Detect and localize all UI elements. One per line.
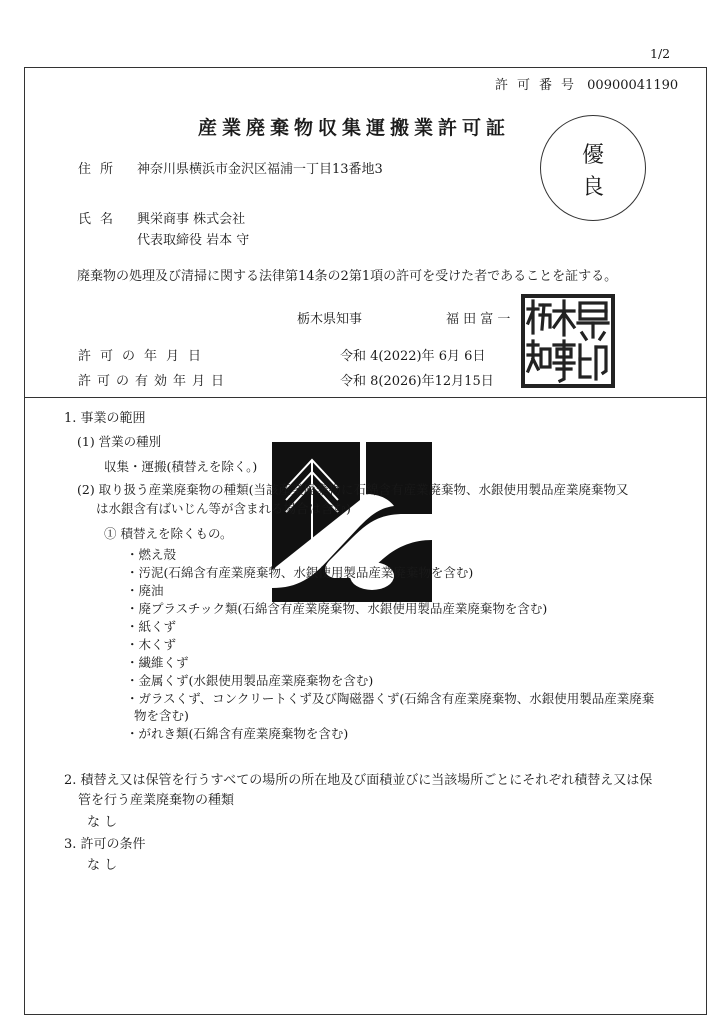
waste-types-heading-line1: (2) 取り扱う産業廃棄物の種類(当該産業廃棄物に石綿含有産業廃棄物、水銀使用製品産業廃棄物又 — [77, 482, 629, 497]
waste-item: ・廃プラスチック類(石綿含有産業廃棄物、水銀使用製品産業廃棄物を含む) — [126, 601, 548, 616]
item-group-heading: ① 積替えを除くもの。 — [104, 526, 233, 541]
excellent-grade-mark — [540, 115, 646, 221]
section2-value: な し — [87, 815, 118, 830]
section2-heading-line1: 2. 積替え又は保管を行うすべての場所の所在地及び面積並びに当該場所ごとにそれぞれ積替え又は保 — [64, 773, 653, 788]
validity-date: 令和 8(2026)年12月15日 — [340, 374, 494, 389]
section3-heading: 3. 許可の条件 — [64, 837, 146, 852]
section2-heading-line2: 管を行う産業廃棄物の種類 — [78, 793, 235, 808]
waste-item: ・がれき類(石綿含有産業廃棄物を含む) — [126, 726, 349, 741]
company-name: 興栄商事 株式会社 — [137, 212, 246, 227]
section1-heading: 1. 事業の範囲 — [64, 411, 146, 426]
permit-number-row — [495, 74, 678, 93]
waste-item: ・紙くず — [126, 619, 177, 634]
waste-types-heading-line2: は水銀含有ばいじん等が含まれる場合は含む) — [96, 501, 351, 516]
grade-mark-line2: 良 — [581, 175, 604, 200]
grade-mark-line1: 優 — [581, 143, 604, 168]
permit-number-label: 許可番号 — [495, 78, 584, 93]
permit-date-label: 許可の年月日 — [78, 349, 211, 364]
waste-item: ・金属くず(水銀使用製品産業廃棄物を含む) — [126, 673, 374, 688]
section-divider — [24, 397, 707, 398]
address-value: 神奈川県横浜市金沢区福浦一丁目13番地3 — [137, 162, 383, 177]
waste-item: ・繊維くず — [126, 655, 189, 670]
waste-item: ・燃え殻 — [126, 547, 177, 562]
page-number: 1/2 — [650, 46, 671, 61]
permit-date: 令和 4(2022)年 6月 6日 — [340, 349, 486, 364]
permit-number: 00900041190 — [587, 78, 679, 93]
waste-item-continuation: 物を含む) — [134, 708, 189, 723]
section3-value: な し — [87, 858, 118, 873]
governor-seal-stamp — [520, 293, 616, 389]
business-type-heading: (1) 営業の種別 — [77, 434, 162, 449]
issuer-title: 栃木県知事 — [297, 312, 363, 327]
address-label: 住所 — [78, 162, 123, 177]
waste-item: ・ガラスくず、コンクリートくず及び陶磁器くず(石綿含有産業廃棄物、水銀使用製品産業廃棄 — [126, 691, 655, 706]
name-label: 氏名 — [78, 212, 123, 227]
certification-statement: 廃棄物の処理及び清掃に関する法律第14条の2第1項の許可を受けた者であることを証する。 — [77, 269, 618, 284]
representative-name: 代表取締役 岩本 守 — [137, 233, 250, 248]
business-type-value: 収集・運搬(積替えを除く。) — [104, 459, 258, 474]
document-title: 産業廃棄物収集運搬業許可証 — [198, 117, 511, 139]
waste-item: ・木くず — [126, 637, 177, 652]
validity-date-label: 許可の有効年月日 — [78, 374, 231, 389]
issuer-name: 福 田 富 一 — [446, 312, 511, 327]
waste-item: ・汚泥(石綿含有産業廃棄物、水銀使用製品産業廃棄物を含む) — [126, 565, 474, 580]
waste-item: ・廃油 — [126, 583, 164, 598]
